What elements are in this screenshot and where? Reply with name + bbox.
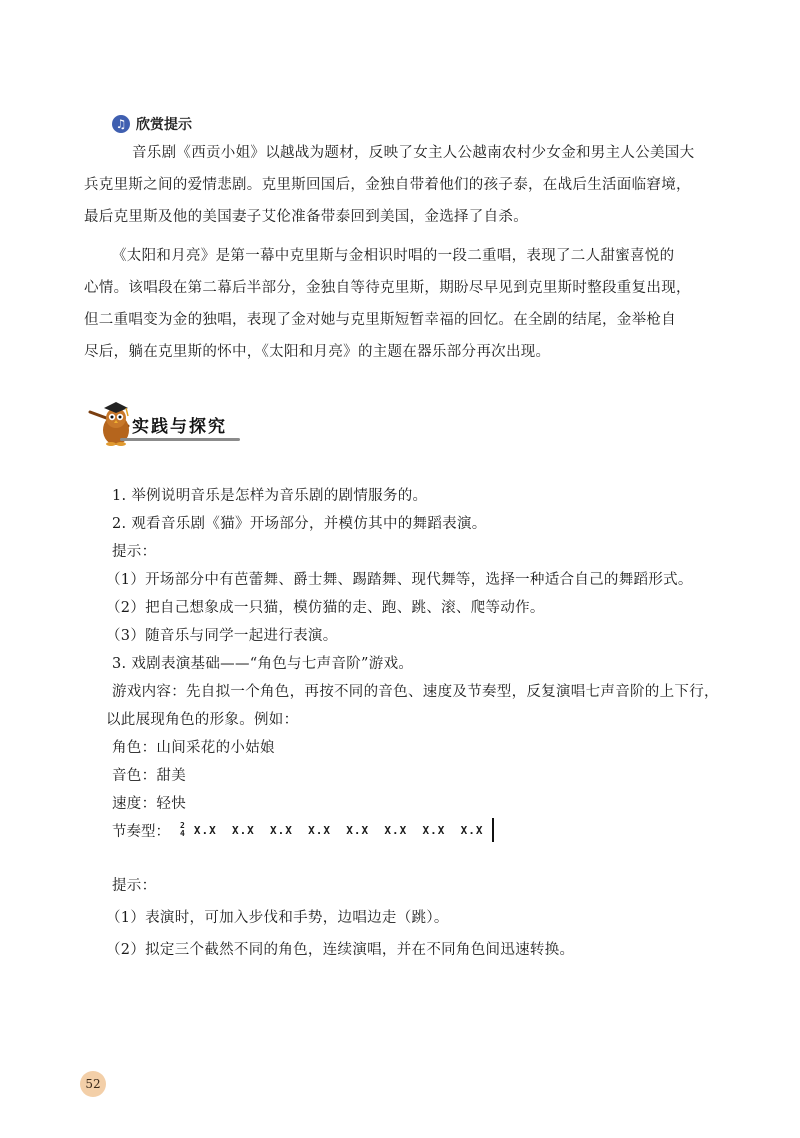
appreciation-title: 欣赏提示 [136,117,192,133]
list-item: 角色：山间采花的小姑娘 [112,740,275,756]
list-item: 2. 观看音乐剧《猫》开场部分，并模仿其中的舞蹈表演。 [112,516,487,532]
rhythm-label: 节奏型： [112,823,170,840]
tips-title: 提示： [112,878,157,894]
list-item: （1）表演时，可加入步伐和手势，边唱边走（跳）。 [106,910,449,926]
paragraph-line: 最后克里斯及他的美国妻子艾伦准备带泰回到美国，金选择了自杀。 [84,209,528,225]
meter-bottom: 4 [180,829,186,838]
list-item: （2）拟定三个截然不同的角色，连续演唱，并在不同角色间迅速转换。 [106,942,575,958]
list-item: （1）开场部分中有芭蕾舞、爵士舞、踢踏舞、现代舞等，选择一种适合自己的舞蹈形式。 [106,572,693,588]
rhythm-beats: X.X X.X X.X X.X X.X X.X X.X X.X [193,823,484,837]
list-item: （2）把自己想象成一只猫，模仿猫的走、跑、跳、滚、爬等动作。 [106,600,545,616]
time-signature [180,822,186,838]
rhythm-notation [180,818,494,842]
paragraph-line: 尽后，躺在克里斯的怀中，《太阳和月亮》的主题在器乐部分再次出现。 [84,344,551,360]
practice-section-title: 实践与探究 [132,417,227,437]
paragraph-line: 但二重唱变为金的独唱，表现了金对她与克里斯短暂幸福的回忆。在全剧的结尾，金举枪自 [84,312,676,328]
list-item: （3）随音乐与同学一起进行表演。 [106,628,338,644]
list-item: 音色：甜美 [112,768,186,784]
rhythm-pattern [112,815,494,845]
paragraph-line: 音乐剧《西贡小姐》以越战为题材，反映了女主人公越南农村少女金和男主人公美国大 [132,145,695,161]
tips-block [106,870,575,966]
appreciation-paragraph-2 [84,240,752,368]
list-item: 1. 举例说明音乐是怎样为音乐剧的剧情服务的。 [112,488,428,504]
list-item: 以此展现角色的形象。例如： [106,712,299,728]
end-barline [492,818,494,842]
page-number: 52 [80,1071,106,1097]
practice-list [106,482,719,818]
list-item: 提示： [112,544,157,560]
meter-top: 2 [180,821,186,830]
list-item: 速度：轻快 [112,796,186,812]
list-item: 游戏内容：先自拟一个角色，再按不同的音色、速度及节奏型，反复演唱七声音阶的上下行， [112,684,719,700]
appreciation-paragraph-1 [84,137,752,233]
paragraph-line: 兵克里斯之间的爱情悲剧。克里斯回国后，金独自带着他们的孩子泰，在战后生活面临窘境， [84,177,691,193]
appreciation-heading [112,113,192,135]
paragraph-line: 《太阳和月亮》是第一幕中克里斯与金相识时唱的一段二重唱，表现了二人甜蜜喜悦的 [112,248,675,264]
paragraph-line: 心情。该唱段在第二幕后半部分，金独自等待克里斯，期盼尽早见到克里斯时整段重复出现， [84,280,691,296]
section-title-underline [120,438,240,441]
music-note-icon: ♫ [112,115,130,133]
list-item: 3. 戏剧表演基础——“角色与七声音阶”游戏。 [112,656,414,672]
